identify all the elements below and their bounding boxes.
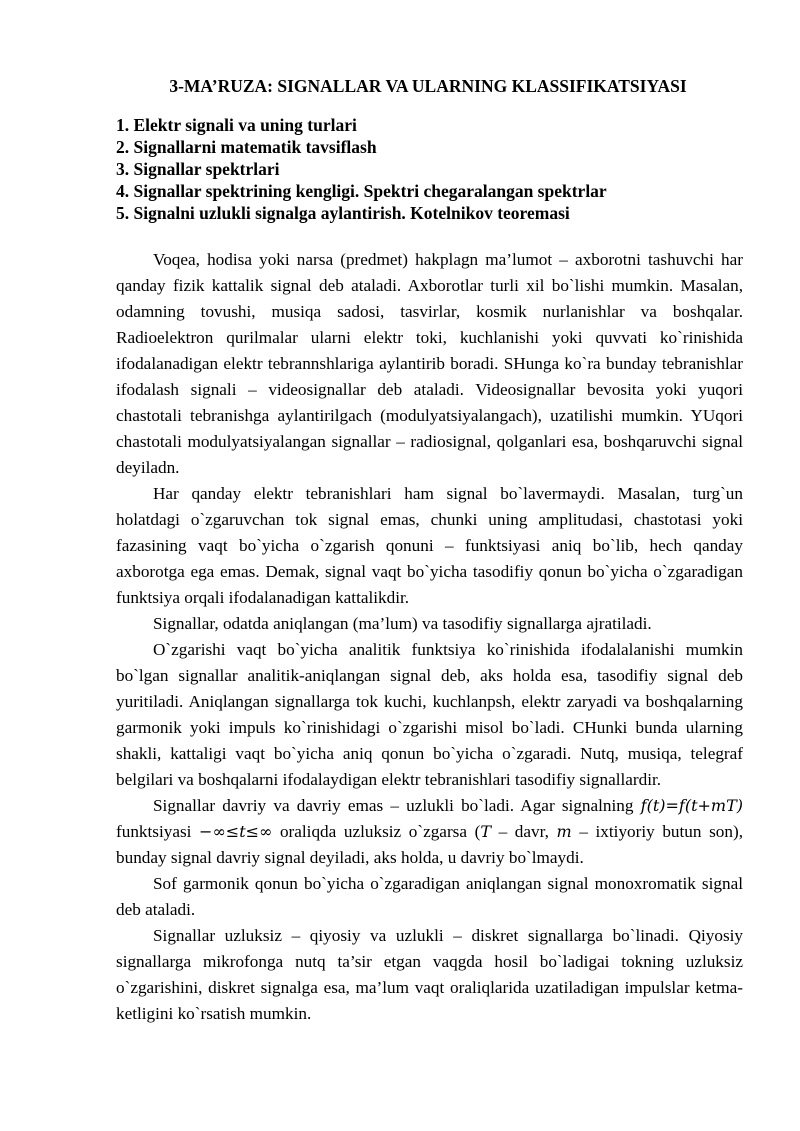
paragraph-5-text-d: – davr,: [490, 822, 557, 841]
paragraph-3: Signallar, odatda aniqlangan (ma’lum) va tasodifiy signallarga ajratiladi.: [153, 614, 652, 633]
time-range-formula: −∞≤t≤∞: [199, 822, 273, 841]
integer-symbol: m: [556, 822, 572, 841]
topic-item-1: 1. Elektr signali va uning turlari: [116, 115, 357, 135]
paragraph-2: Har qanday elektr tebranishlari ham signal bo`lavermaydi. Masalan, turg`un holatdagi o`zgaruvchan tok signal emas, chunki uning amplitudasi, chastotasi yoki fazasining vaqt bo`yicha o`zgarish qonuni – funktsiyasi aniq bo`lib, hech qanday axborotga ega emas. Demak, signal vaqt bo`yicha tasodifiy qonun bo`yicha o`zgaradigan funktsiya orqali ifodalanadigan kattalikdir.: [116, 484, 743, 607]
topic-item-5: 5. Signalni uzlukli signalga aylantirish. Kotelnikov teoremasi: [116, 203, 570, 223]
paragraph-5: [116, 793, 743, 871]
paragraph-5-text-a: Signallar davriy va davriy emas – uzlukli bo`ladi. Agar signalning: [153, 796, 641, 815]
lecture-title: 3-MA’RUZA: SIGNALLAR VA ULARNING KLASSIFIKATSIYASI: [169, 76, 687, 96]
paragraph-1: Voqea, hodisa yoki narsa (predmet) hakplagn ma’lumot – axborotni tashuvchi har qanday fizik kattalik signal deb ataladi. Axborotlar turli xil bo`lishi mumkin. Masalan, odamning tovushi, musiqa sadosi, tasvirlar, kosmik nurlanishlar va boshqalar. Radioelektron qurilmalar ularni elektr toki, kuchlanishi yoki quvvati ko`rinishida ifodalanadigan elektr tebrannshlariga aylantirib boradi. SHunga ko`ra bunday tebranishlar ifodalash signali – videosignallar deb ataladi. Videosignallar bevosita yoki yuqori chastotali tebranishga aylantirilgach (modulyatsiyalangach), uzatilishi mumkin. YUqori chastotali modulyatsiyalangan signallar – radiosignal, qolganlari esa, boshqaruvchi signal deyiladn.: [116, 250, 743, 477]
topic-item-3: 3. Signallar spektrlari: [116, 159, 280, 179]
lecture-body: [116, 247, 743, 1027]
paragraph-7: Signallar uzluksiz – qiyosiy va uzlukli – diskret signallarga bo`linadi. Qiyosiy signallarga mikrofonga nutq ta’sir etgan vaqgda hosil bo`ladigai tokning uzluksiz o`zgarishini, diskret signalga esa, ma’lum vaqt oraliqlarida uzatiladigan impulslar ketma-ketligini ko`rsatish mumkin.: [116, 926, 743, 1023]
period-symbol: T: [480, 822, 491, 841]
topic-item-4: 4. Signallar spektrining kengligi. Spektri chegaralangan spektrlar: [116, 181, 607, 201]
paragraph-5-text-b: funktsiyasi: [116, 822, 200, 841]
paragraph-5-text-c: oraliqda uzluksiz o`zgarsa (: [272, 822, 481, 841]
paragraph-5-text-e: – ixtiyoriy butun son), bunday signal davriy signal deyiladi, aks holda, u davriy bo`lmaydi.: [116, 822, 743, 867]
paragraph-6: Sof garmonik qonun bo`yicha o`zgaradigan aniqlangan signal monoxromatik signal deb ataladi.: [116, 874, 743, 919]
periodic-formula: f(t)=f(t+mT): [640, 796, 743, 815]
topic-list: [116, 114, 776, 224]
paragraph-4: O`zgarishi vaqt bo`yicha analitik funktsiya ko`rinishida ifodalalanishi mumkin bo`lgan signallar analitik-aniqlangan signal deb, aks holda esa, tasodifiy signal deb yuritiladi. Aniqlangan signallarga tok kuchi, kuchlanpsh, elektr zaryadi va boshqalarning garmonik yoki impuls ko`rinishidagi o`zgarishi misol bo`ladi. CHunki bunda ularning shakli, kattaligi vaqt bo`yicha aniq qonun bo`yicha o`zgaradi. Nutq, musiqa, telegraf belgilari va boshqalarni ifodalaydigan elektr tebranishlari tasodifiy signallardir.: [116, 640, 743, 789]
topic-item-2: 2. Signallarni matematik tavsiflash: [116, 137, 377, 157]
